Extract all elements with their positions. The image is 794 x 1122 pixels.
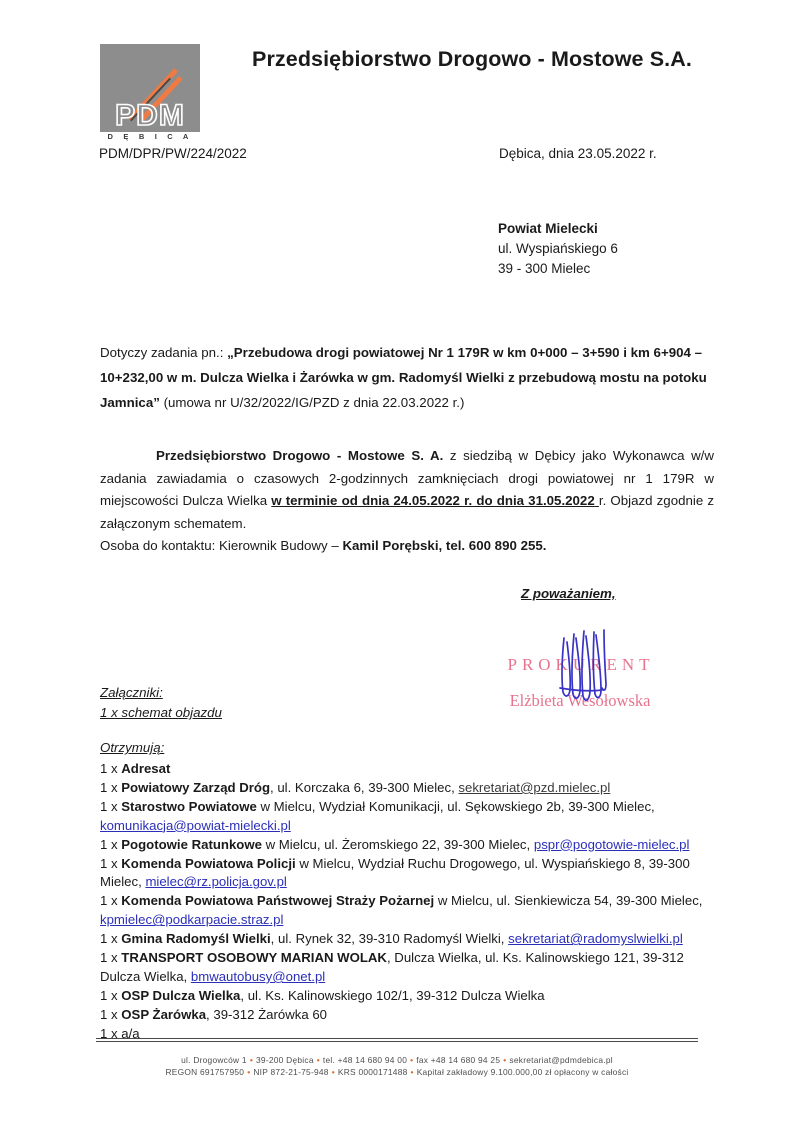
recipient-address: w Mielcu, ul. Żeromskiego 22, 39-300 Mielec, — [261, 836, 534, 852]
logo-debica-text: D Ę B I C A — [107, 132, 193, 141]
addressee-name: Powiat Mielecki — [498, 221, 598, 236]
body-text — [100, 445, 714, 558]
recipient-item — [100, 949, 718, 987]
recipient-item — [100, 930, 718, 949]
footer-bullet-separator: • — [503, 1055, 507, 1065]
recipient-count: 1 x — [100, 836, 122, 852]
footer-legal-part: KRS 0000171488 — [337, 1067, 408, 1077]
recipient-email-link[interactable]: mielec@rz.policja.gov.pl — [145, 874, 287, 890]
recipient-count: 1 x — [100, 893, 122, 909]
subject-paragraph — [100, 340, 714, 415]
company-logo — [100, 44, 207, 139]
document-place-and-date: Dębica, dnia 23.05.2022 r. — [499, 146, 657, 161]
body-paragraph-1-tail: r. Objazd zgodnie z załączonym schematem. — [100, 493, 715, 531]
recipient-org: TRANSPORT OSOBOWY MARIAN WOLAK — [121, 950, 387, 966]
recipient-address: w Mielcu, Wydział Komunikacji, ul. Sękowskiego 2b, 39-300 Mielec, — [256, 798, 655, 814]
recipient-item — [100, 836, 718, 855]
recipient-address: a/a — [121, 1025, 140, 1041]
recipient-count: 1 x — [100, 1006, 122, 1022]
footer-legal-line — [0, 1066, 794, 1078]
document-footer — [0, 1054, 794, 1078]
recipient-address: w Mielcu, Wydział Ruchu Drogowego, ul. Wyspiańskiego 8, 39-300 Mielec, — [100, 855, 690, 890]
contact-label: Osoba do kontaktu: Kierownik Budowy – — [100, 538, 343, 553]
stamp-signatory-name: Elżbieta Wesołowska — [509, 691, 651, 710]
footer-bullet-separator: • — [249, 1055, 253, 1065]
recipient-item — [100, 892, 718, 930]
addressee-street: ul. Wyspiańskiego 6 — [498, 241, 618, 256]
body-paragraph-1 — [100, 445, 714, 535]
subject-contract-ref: (umowa nr U/32/2022/IG/PZD z dnia 22.03.2022 r.) — [159, 395, 465, 410]
body-closure-dates: w terminie od dnia 24.05.2022 r. do dnia 31.05.2022 — [271, 493, 595, 508]
logo-pdm-text: PDM — [115, 99, 185, 132]
addressee-city: 39 - 300 Mielec — [498, 261, 591, 276]
subject-task-title: „Przebudowa drogi powiatowej Nr 1 179R w km 0+000 – 3+590 i km 6+904 – 10+232,00 w m. Dulcza Wielka i Żarówka w gm. Radomyśl Wielki z przebudową mostu na potoku Jamnica” — [100, 345, 707, 410]
document-header — [0, 0, 794, 175]
recipient-org: Komenda Powiatowa Państwowej Straży Pożarnej — [121, 893, 435, 909]
footer-contact-part: tel. +48 14 680 94 00 — [322, 1055, 408, 1065]
recipient-item — [100, 987, 718, 1006]
recipient-org: Pogotowie Ratunkowe — [121, 836, 262, 852]
footer-divider — [96, 1038, 698, 1042]
recipient-email-link[interactable]: kpmielec@podkarpacie.straz.pl — [100, 912, 284, 928]
attachments-heading: Załączniki: — [100, 685, 163, 700]
closing-salutation: Z poważaniem, — [521, 586, 616, 601]
footer-contact-part: sekretariat@pdmdebica.pl — [509, 1055, 613, 1065]
recipient-item — [100, 779, 718, 798]
recipient-count: 1 x — [100, 950, 122, 966]
recipient-count: 1 x — [100, 1025, 122, 1041]
recipient-count: 1 x — [100, 987, 122, 1003]
recipients-list — [100, 760, 718, 1044]
footer-contact-part: 39-200 Dębica — [256, 1055, 314, 1065]
recipient-item — [100, 798, 718, 836]
addressee-block — [498, 219, 618, 279]
recipient-email-link[interactable]: pspr@pogotowie-mielec.pl — [533, 836, 690, 852]
footer-bullet-separator: • — [247, 1067, 251, 1077]
recipient-address: , 39-312 Żarówka 60 — [206, 1006, 328, 1022]
subject-prefix: Dotyczy zadania pn.: — [100, 345, 228, 360]
recipient-org: OSP Żarówka — [121, 1006, 207, 1022]
footer-contact-line — [0, 1054, 794, 1066]
recipient-item — [100, 1006, 718, 1025]
recipient-org: Komenda Powiatowa Policji — [121, 855, 296, 871]
recipient-org: Starostwo Powiatowe — [121, 798, 257, 814]
footer-contact-part: ul. Drogowców 1 — [181, 1055, 247, 1065]
footer-contact-part: fax +48 14 680 94 25 — [416, 1055, 501, 1065]
stamp-role-title: PROKURENT — [507, 655, 655, 674]
body-paragraph-2 — [100, 535, 714, 558]
recipient-email-link[interactable]: sekretariat@pzd.mielec.pl — [458, 779, 611, 795]
recipient-item — [100, 760, 718, 779]
recipient-address: , ul. Ks. Kalinowskiego 102/1, 39-312 Dulcza Wielka — [240, 987, 545, 1003]
recipient-address: w Mielcu, ul. Sienkiewicza 54, 39-300 Mielec, — [434, 893, 703, 909]
footer-legal-part: NIP 872-21-75-948 — [253, 1067, 329, 1077]
body-paragraph-1-text: z siedzibą w Dębicy jako Wykonawca w/w zadania zawiadamia o czasowych 2-godzinnych zamknięciach drogi powiatowej nr 1 179R w miejscowości Dulcza Wielka — [100, 448, 714, 508]
company-name-title: Przedsiębiorstwo Drogowo - Mostowe S.A. — [252, 47, 692, 71]
recipient-count: 1 x — [100, 779, 122, 795]
attachment-item: 1 x schemat objazdu — [100, 705, 222, 720]
footer-bullet-separator: • — [316, 1055, 320, 1065]
footer-legal-part: Kapitał zakładowy 9.100.000,00 zł opłacony w całości — [416, 1067, 629, 1077]
document-reference-number: PDM/DPR/PW/224/2022 — [99, 146, 247, 161]
footer-bullet-separator: • — [410, 1067, 414, 1077]
recipient-email-link[interactable]: bmwautobusy@onet.pl — [190, 968, 326, 984]
recipient-address: , Dulcza Wielka, ul. Ks. Kalinowskiego 121, 39-312 Dulcza Wielka, — [100, 950, 684, 984]
attachments-block — [100, 683, 222, 723]
recipient-count: 1 x — [100, 931, 122, 947]
body-company-name: Przedsiębiorstwo Drogowo - Mostowe S. A. — [156, 448, 444, 463]
recipient-count: 1 x — [100, 855, 122, 871]
recipient-email-link[interactable]: komunikacja@powiat-mielecki.pl — [100, 817, 291, 833]
recipients-heading: Otrzymują: — [100, 740, 165, 755]
recipient-org: OSP Dulcza Wielka — [121, 987, 241, 1003]
recipient-address: , ul. Korczaka 6, 39-300 Mielec, — [270, 779, 459, 795]
recipient-count: 1 x — [100, 761, 122, 776]
footer-legal-part: REGON 691757950 — [165, 1067, 245, 1077]
recipient-org: Adresat — [121, 761, 171, 776]
recipient-address: , ul. Rynek 32, 39-310 Radomyśl Wielki, — [270, 931, 509, 947]
contact-person: Kamil Porębski, tel. 600 890 255. — [342, 538, 547, 553]
recipient-org: Powiatowy Zarząd Dróg — [121, 779, 271, 795]
footer-bullet-separator: • — [410, 1055, 414, 1065]
recipient-item — [100, 855, 718, 893]
recipient-email-link[interactable]: sekretariat@radomyslwielki.pl — [508, 931, 683, 947]
recipient-org: Gmina Radomyśl Wielki — [121, 931, 271, 947]
company-stamp — [480, 648, 680, 720]
footer-bullet-separator: • — [331, 1067, 335, 1077]
recipient-count: 1 x — [100, 798, 122, 814]
